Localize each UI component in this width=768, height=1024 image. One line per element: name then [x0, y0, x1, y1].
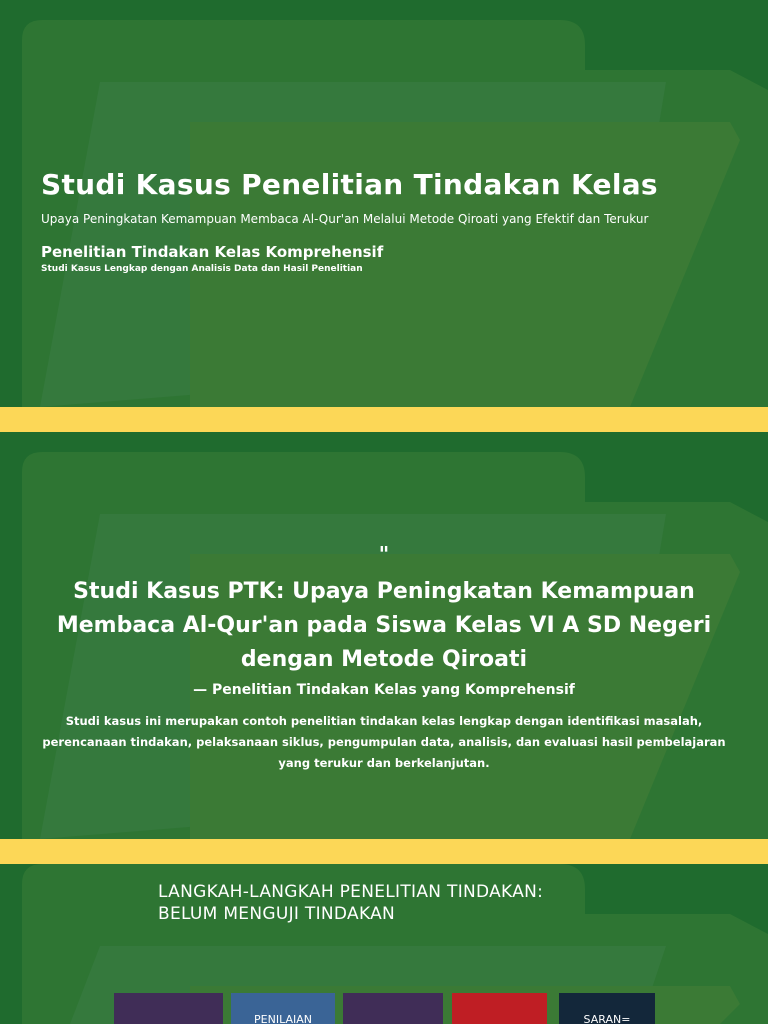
step-card-4 [452, 993, 547, 1024]
step-card-1 [114, 993, 223, 1024]
quote-mark: " [378, 542, 390, 566]
slide-3 [0, 864, 768, 1024]
slide-1 [0, 0, 768, 407]
step-card-saran: SARAN= [559, 993, 655, 1024]
page-subtitle: Upaya Peningkatan Kemampuan Membaca Al-Qur'an Melalui Metode Qiroati yang Efektif dan Terukur [41, 212, 649, 226]
slide-2 [0, 432, 768, 839]
quote-attribution: — Penelitian Tindakan Kelas yang Komprehensif [193, 682, 575, 698]
steps-heading-line-2: BELUM MENGUJI TINDAKAN [158, 904, 396, 924]
steps-heading-line-1: LANGKAH-LANGKAH PENELITIAN TINDAKAN: [158, 882, 544, 902]
background-shapes [0, 0, 768, 407]
steps-heading [158, 881, 543, 925]
page-title: Studi Kasus Penelitian Tindakan Kelas [41, 168, 658, 201]
quote-description: Studi kasus ini merupakan contoh penelitian tindakan kelas lengkap dengan identifikasi masalah, perencanaan tindakan, pelaksanaan siklus, pengumpulan data, analisis, dan evaluasi hasil pembelajaran yang terukur dan berkelanjutan. [42, 714, 726, 770]
section-subheading: Studi Kasus Lengkap dengan Analisis Data dan Hasil Penelitian [41, 264, 363, 274]
section-heading: Penelitian Tindakan Kelas Komprehensif [41, 243, 384, 261]
step-card-3 [343, 993, 443, 1024]
step-card-penilaian: PENILAIAN [231, 993, 335, 1024]
divider-bar [0, 839, 768, 864]
divider-bar [0, 407, 768, 432]
quote-title: Studi Kasus PTK: Upaya Peningkatan Kemampuan Membaca Al-Qur'an pada Siswa Kelas VI A SD Negeri dengan Metode Qiroati [56, 579, 712, 672]
